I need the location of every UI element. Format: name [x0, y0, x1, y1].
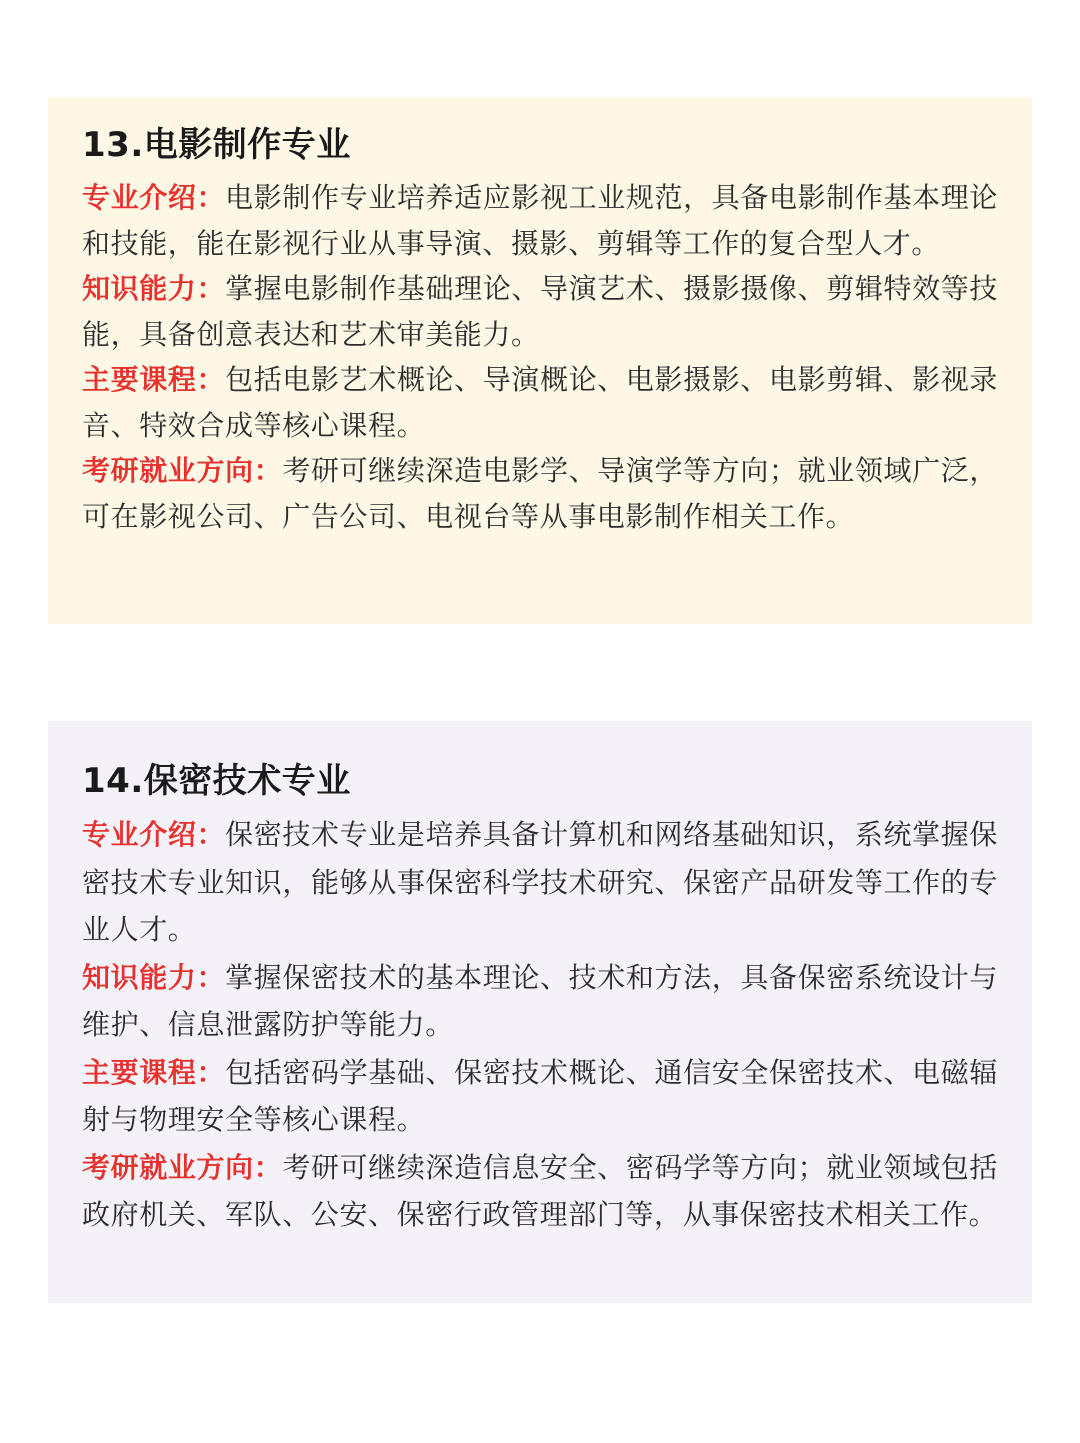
section-knowledge-ability [82, 954, 998, 1049]
section-label: 专业介绍： [82, 181, 226, 214]
section-introduction [82, 811, 998, 954]
section-text: 保密技术专业是培养具备计算机和网络基础知识，系统掌握保密技术专业知识，能够从事保密科学技术研究、保密产品研发等工作的专业人才。 [82, 818, 998, 946]
section-text: 考研可继续深造信息安全、密码学等方向；就业领域包括政府机关、军队、公安、保密行政管理部门等，从事保密技术相关工作。 [82, 1150, 998, 1231]
section-text: 包括电影艺术概论、导演概论、电影摄影、电影剪辑、影视录音、特效合成等核心课程。 [82, 363, 998, 442]
section-label: 知识能力： [82, 272, 226, 305]
section-knowledge-ability [82, 266, 998, 357]
section-text: 电影制作专业培养适应影视工业规范，具备电影制作基本理论和技能，能在影视行业从事导演、摄影、剪辑等工作的复合型人才。 [82, 181, 998, 260]
major-title: 14.保密技术专业 [82, 761, 351, 801]
section-main-courses [82, 1049, 998, 1144]
section-career-direction [82, 448, 998, 539]
section-label: 考研就业方向： [82, 454, 283, 487]
major-card-film-production [48, 97, 1032, 624]
section-label: 知识能力： [82, 960, 226, 994]
section-text: 掌握电影制作基础理论、导演艺术、摄影摄像、剪辑特效等技能，具备创意表达和艺术审美能力。 [82, 272, 998, 351]
section-main-courses [82, 357, 998, 448]
section-career-direction [82, 1144, 998, 1239]
major-card-security-technology [48, 721, 1032, 1303]
section-text: 包括密码学基础、保密技术概论、通信安全保密技术、电磁辐射与物理安全等核心课程。 [82, 1055, 998, 1136]
section-label: 主要课程： [82, 1055, 226, 1089]
section-label: 主要课程： [82, 363, 226, 396]
major-title: 13.电影制作专业 [82, 125, 351, 165]
section-text: 考研可继续深造电影学、导演学等方向；就业领域广泛，可在影视公司、广告公司、电视台等从事电影制作相关工作。 [82, 454, 998, 533]
section-introduction [82, 175, 998, 266]
section-label: 专业介绍： [82, 818, 226, 851]
section-label: 考研就业方向： [82, 1150, 283, 1184]
section-text: 掌握保密技术的基本理论、技术和方法，具备保密系统设计与维护、信息泄露防护等能力。 [82, 960, 998, 1041]
